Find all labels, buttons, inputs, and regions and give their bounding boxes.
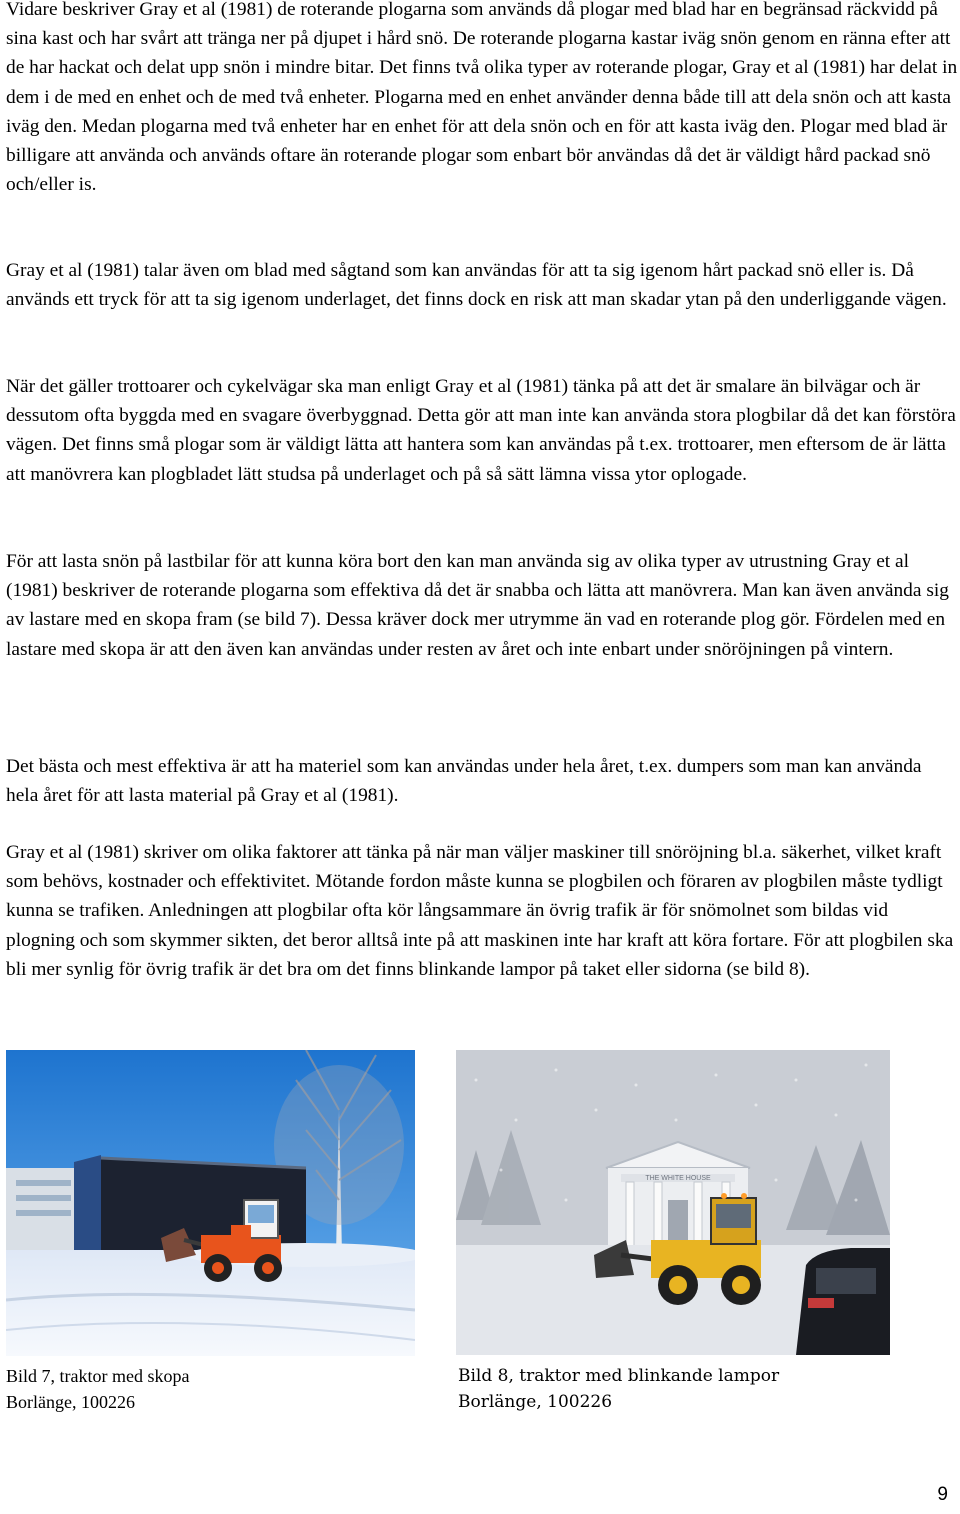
dark-car — [796, 1248, 890, 1355]
paragraph-loading-snow: För att lasta snön på lastbilar för att kunna köra bort den kan man använda sig av olika typer av utrustning Gray et al (1981) beskriver de roterande plogarna som effektiva då det är snabba och lätta att manövrera. Man kan även använda sig av lastare med en skopa fram (se bild 7). Dessa kräver dock mer utrymme än vad en roterande plog gör. Fördelen med en lastare med skopa är att den även kan användas under resten av året och inte enbart under snöröjningen på vintern. — [6, 551, 949, 660]
photo-loader-with-bucket — [6, 1050, 415, 1356]
caption-title: Bild 7, traktor med skopa — [6, 1366, 190, 1386]
caption-bild-7 — [6, 1363, 189, 1415]
paragraph-year-round-equipment: Det bästa och mest effektiva är att ha materiel som kan användas under hela året, t.ex. dumpers som man kan använda hela året för att lasta material på Gray et al (1981). — [6, 756, 922, 807]
paragraph-saw-tooth-blades: Gray et al (1981) talar även om blad med sågtand som kan användas för att ta sig igenom hårt packad snö eller is. Då används ett tryck för att ta sig igenom underlaget, det finns dock en risk att man skadar ytan på den underliggande vägen. — [6, 260, 947, 311]
loader-with-lights-illustration — [456, 1050, 890, 1355]
paragraph-rotating-plows: Vidare beskriver Gray et al (1981) de roterande plogarna som används då plogar med blad har en begränsad räckvidd på sina kast och har svårt att tränga ner på djupet i hård snö. De roterande plogarna kastar iväg snön genom en ränna efter att de har hackat och delat upp snön i mindre bitar. Det finns två olika typer av roterande plogar, Gray et al (1981) har delat in dem i de med en enhet och de med två enheter. Plogarna med en enhet använder denna både till att dela snön och att kasta iväg den. Medan plogarna med två enheter har en enhet för att dela snön och en för att kasta iväg den. Plogar med blad är billigare att använda och används oftare än roterande plogar som enbart bör användas då det är väldigt hård packad snö och/eller is. — [6, 0, 958, 196]
caption-location: Borlänge, 100226 — [458, 1392, 613, 1412]
loader-photo-illustration — [6, 1050, 415, 1356]
page-number: 9 — [937, 1484, 948, 1505]
house-sign-text: THE WHITE HOUSE — [645, 1175, 711, 1182]
caption-bild-8 — [458, 1363, 779, 1415]
paragraph-machine-factors: Gray et al (1981) skriver om olika faktorer att tänka på när man väljer maskiner till snöröjning bl.a. säkerhet, vilket kraft som behövs, kostnader och effektivitet. Mötande fordon måste kunna se plogbilen och föraren av plogbilen måste tydligt kunna se trafiken. Anledningen att plogbilar ofta kör långsammare än övrig trafik är för snömolnet som bildas vid plogning och som skymmer sikten, det beror alltså inte på att maskinen inte har kraft att köra fortare. För att plogbilen ska bli mer synlig för övrig trafik är det bra om det finns blinkande lampor på taket eller sidorna (se bild 8). — [6, 842, 954, 980]
paragraph-sidewalks-bike-paths: När det gäller trottoarer och cykelvägar ska man enligt Gray et al (1981) tänka på att det är smalare än bilvägar och är dessutom ofta byggda med en svagare överbyggnad. Detta gör att man inte kan använda stora plogbilar då det kan förstöra vägen. Det finns små plogar som är väldigt lätta att hantera som kan användas på t.ex. trottoarer, men eftersom de är lätta att manövrera kan plogbladet lätt studsa på underlaget och på så sätt lämna vissa ytor oplogade. — [6, 376, 956, 485]
caption-location: Borlänge, 100226 — [6, 1392, 135, 1412]
photo-loader-with-lights — [456, 1050, 890, 1355]
caption-title: Bild 8, traktor med blinkande lampor — [458, 1366, 780, 1386]
